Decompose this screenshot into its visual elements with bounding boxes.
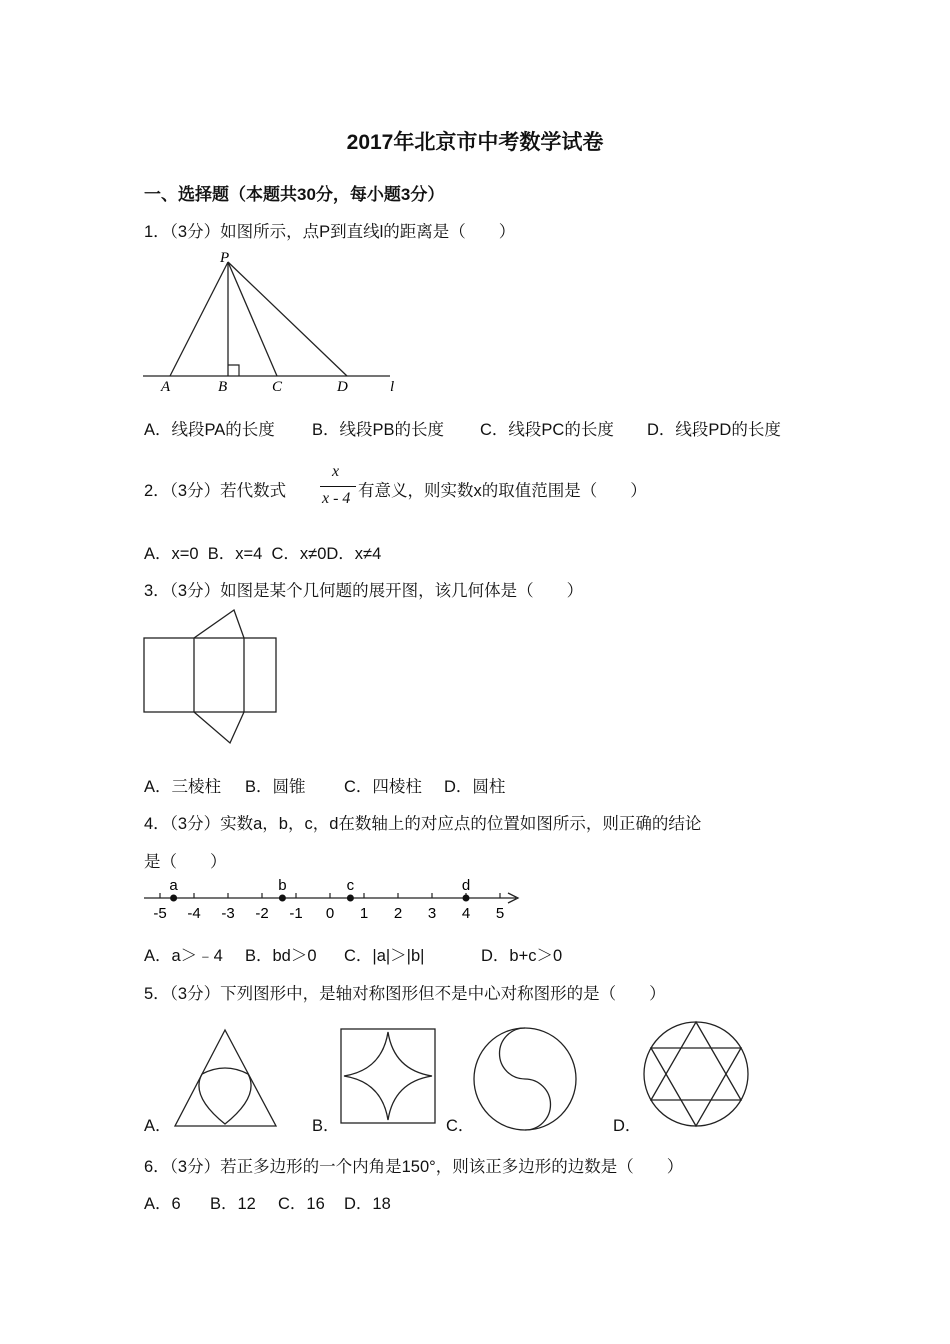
tick-label: -3 <box>221 905 235 922</box>
q6-option-a: A．6 <box>144 1195 181 1213</box>
section-heading: 一、选择题（本题共30分，每小题3分） <box>144 185 445 204</box>
tick-label: 2 <box>393 905 403 922</box>
tick-label: -2 <box>255 905 269 922</box>
q6-option-c: C．16 <box>278 1195 325 1213</box>
q1-option-b: B．线段PB的长度 <box>312 421 445 439</box>
tick-label: 1 <box>359 905 369 922</box>
downward-triangle <box>651 1048 741 1126</box>
question-4-line-2: 是（ ） <box>144 853 227 871</box>
q2-options: A．x=0 B．x=4 C．x≠0D．x≠4 <box>144 545 382 563</box>
q5-label-a: A． <box>144 1117 172 1135</box>
upward-triangle <box>651 1022 741 1100</box>
label-a: A <box>161 379 171 395</box>
tick-label: 0 <box>325 905 335 922</box>
point-d <box>463 895 470 902</box>
q3-option-c: C．四棱柱 <box>344 778 422 796</box>
q5-figure-a-triangle-arcs <box>172 1026 282 1130</box>
q4-option-d: D．b+c＞0 <box>481 947 563 965</box>
tick-label: -4 <box>187 905 201 922</box>
outer-circle <box>644 1022 748 1126</box>
tick-label: 4 <box>461 905 471 922</box>
point-a <box>170 895 177 902</box>
question-2-suffix: 有意义，则实数x的取值范围是（ ） <box>358 482 647 500</box>
q1-option-a: A．线段PA的长度 <box>144 421 275 439</box>
label-d: D <box>337 379 348 395</box>
s-curve <box>500 1028 551 1130</box>
curved-triangle <box>199 1068 251 1124</box>
question-6-text: 6．（3分）若正多边形的一个内角是150°，则该正多边形的边数是（ ） <box>144 1158 684 1176</box>
question-3-text: 3．（3分）如图是某个几何题的展开图，该几何体是（ ） <box>144 582 584 600</box>
question-1-text: 1．（3分）如图所示，点P到直线l的距离是（ ） <box>144 223 516 241</box>
q5-figure-c-circle-swirl <box>470 1024 580 1134</box>
question-3-net-figure <box>140 606 282 748</box>
question-5-text: 5．（3分）下列图形中，是轴对称图形但不是中心对称图形的是（ ） <box>144 985 666 1003</box>
segment-pc <box>228 262 277 376</box>
outer-triangle <box>175 1030 276 1126</box>
q1-option-d: D．线段PD的长度 <box>647 421 781 439</box>
q5-figure-b-square-star <box>338 1026 438 1126</box>
q5-figure-d-star-of-david <box>640 1018 752 1130</box>
q4-option-c: C．|a|＞|b| <box>344 947 425 965</box>
net-top-triangle <box>194 610 244 638</box>
point-b <box>279 895 286 902</box>
tick-label: -5 <box>153 905 167 922</box>
q6-option-b: B．12 <box>210 1195 256 1213</box>
point-c <box>347 895 354 902</box>
net-rectangle <box>144 638 276 712</box>
segment-pa <box>170 262 228 376</box>
point-label-a: a <box>169 877 178 894</box>
q4-option-a: A．a＞﹣4 <box>144 947 223 965</box>
q1-option-c: C．线段PC的长度 <box>480 421 614 439</box>
label-l: l <box>390 379 395 395</box>
label-b: B <box>218 379 228 395</box>
page-title: 2017年北京市中考数学试卷 <box>346 131 604 154</box>
right-angle-mark <box>228 365 239 376</box>
fraction-bar <box>320 486 356 487</box>
q3-option-a: A．三棱柱 <box>144 778 222 796</box>
fraction-numerator: x <box>332 463 340 480</box>
outer-square <box>341 1029 435 1123</box>
q4-option-b: B．bd＞0 <box>245 947 317 965</box>
question-4-line-1: 4．（3分）实数a，b，c，d在数轴上的对应点的位置如图所示，则正确的结论 <box>144 815 702 833</box>
net-bottom-triangle <box>194 712 244 743</box>
point-label-d: d <box>461 877 471 894</box>
q5-label-c: C． <box>446 1117 475 1135</box>
q3-option-b: B．圆锥 <box>245 778 306 796</box>
point-label-c: c <box>346 877 355 894</box>
label-c: C <box>272 379 283 395</box>
label-p: P <box>220 250 230 266</box>
tick-label: 5 <box>495 905 505 922</box>
segment-pd <box>228 262 347 376</box>
q5-label-b: B． <box>312 1117 340 1135</box>
question-2-prefix: 2．（3分）若代数式 <box>144 482 287 500</box>
tick-label: 3 <box>427 905 437 922</box>
fraction-denominator: x - 4 <box>322 490 351 507</box>
q5-label-d: D． <box>613 1117 642 1135</box>
question-1-figure <box>140 248 410 396</box>
four-point-star <box>344 1032 432 1120</box>
question-4-number-line <box>140 874 525 924</box>
point-label-b: b <box>278 877 287 894</box>
tick-label: -1 <box>289 905 303 922</box>
q6-option-d: D．18 <box>344 1195 391 1213</box>
q3-option-d: D．圆柱 <box>444 778 506 796</box>
